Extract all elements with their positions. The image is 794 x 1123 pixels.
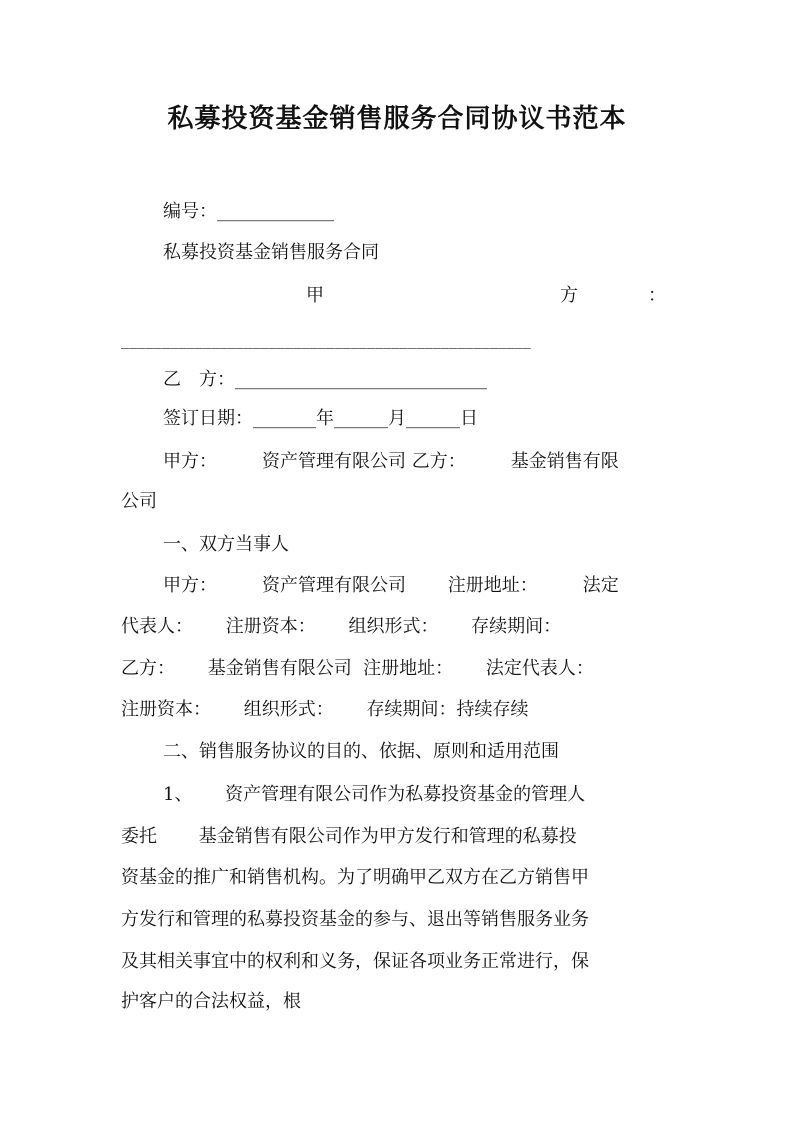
contract-name-line: 私募投资基金销售服务合同 [163,242,379,263]
party-a-detail-2: 代表人： 注册资本： 组织形式： 存续期间： [121,616,562,637]
party-a-colon: ： [648,285,666,306]
parties-line-1: 甲方： 资产管理有限公司 乙方： 基金销售有限 [163,451,619,472]
section-2-heading: 二、销售服务协议的目的、依据、原则和适用范围 [163,741,559,762]
paragraph-1-line-1: 1、 资产管理有限公司作为私募投资基金的管理人 [163,784,586,805]
sign-date-line: 签订日期：_______年______月______日 [163,408,478,429]
paragraph-1-line-6: 护客户的合法权益，根 [121,991,301,1012]
party-a-blank-line: __________________________________________________ [121,330,531,349]
parties-line-2: 公司 [121,491,157,512]
party-a-char-1: 甲 [306,285,324,306]
paragraph-1-line-4: 方发行和管理的私募投资基金的参与、退出等销售服务业务 [121,909,589,930]
party-b-detail-1: 乙方： 基金销售有限公司 注册地址： 法定代表人： [121,658,594,679]
section-1-heading: 一、双方当事人 [163,534,289,555]
party-a-char-2: 方 [560,285,578,306]
paragraph-1-line-5: 及其相关事宜中的权利和义务，保证各项业务正常进行，保 [121,951,589,972]
paragraph-1-line-3: 资基金的推广和销售机构。为了明确甲乙双方在乙方销售甲 [121,867,589,888]
paragraph-1-line-2: 委托 基金销售有限公司作为甲方发行和管理的私募投 [121,826,577,847]
document-title: 私募投资基金销售服务合同协议书范本 [167,104,627,134]
party-b-line: 乙 方：____________________________ [163,369,487,390]
party-a-detail-1: 甲方： 资产管理有限公司 注册地址： 法定 [163,575,619,596]
party-b-detail-2: 注册资本： 组织形式： 存续期间：持续存续 [121,699,529,720]
contract-number-line: 编号：_____________ [163,201,334,222]
